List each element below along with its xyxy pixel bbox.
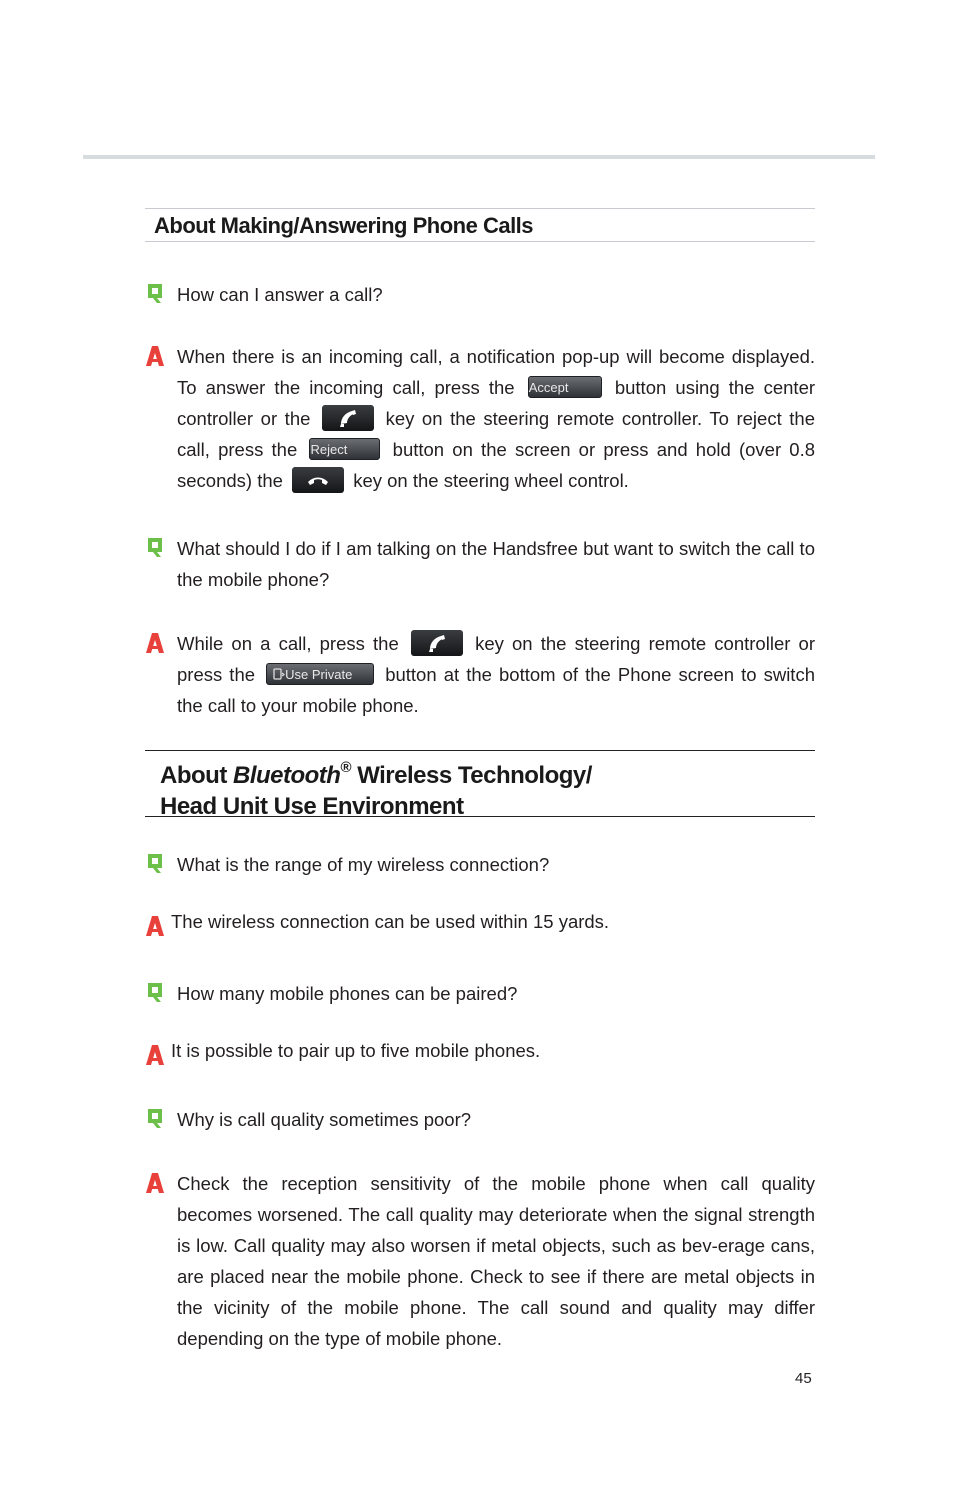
answer-text-part: While on a call, press the [177,633,399,654]
question-answer-call [145,279,815,310]
call-key-icon [411,630,463,656]
answer-text-part: key on the steering remote controller. To reject the call, press the [177,408,815,460]
answer-text [177,341,815,496]
answer-call-quality [145,1168,815,1354]
answer-text: It is possible to pair up to five mobile phones. [171,1040,541,1061]
a-mark-icon [145,914,165,938]
phone-icon [273,668,285,680]
answer-text-part: button at the bottom of the Phone screen to switch the call to your mobile phone. [177,664,815,716]
question-text: What is the range of my wireless connection? [177,854,550,875]
answer-text-part: button on the screen or press and hold (over 0.8 seconds) the [177,439,816,491]
question-switch-call [145,533,815,595]
question-text: How many mobile phones can be paired? [177,983,518,1004]
question-call-quality [145,1104,815,1135]
question-range [145,849,815,880]
a-mark-icon [145,631,165,655]
q-mark-icon [145,981,165,1005]
section-heading-bluetooth [145,750,815,820]
section-heading-phone-calls [145,208,815,242]
title-part: About [160,762,233,789]
answer-text-part: key on the steering remote controller or press the [177,633,815,685]
registered-mark: ® [340,759,352,776]
section-title-line1 [160,754,815,791]
answer-text: The wireless connection can be used within 15 yards. [171,911,610,932]
answer-text: Check the reception sensitivity of the mobile phone when call quality becomes worsened. The call quality may deteriorate when the signal strength is low. Call quality may also worsen if metal objects, such as bev-erage cans, are placed near the mobile phone. Check to see if there are metal objects in the vicinity of the mobile phone. The call sound and quality may differ depending on the type of mobile phone. [177,1173,815,1349]
question-text: How can I answer a call? [177,284,383,305]
answer-text [177,628,815,721]
answer-text-part: When there is an incoming call, a notification pop-up will become displayed. To answer the incoming call, press the [177,346,815,398]
end-call-key-icon [292,467,344,493]
call-key-icon [322,405,374,431]
answer-text-part: key on the steering wheel control. [353,470,629,491]
q-mark-icon [145,1107,165,1131]
section-title-line2: Head Unit Use Environment [160,793,464,820]
q-mark-icon [145,536,165,560]
page-number: 45 [795,1370,812,1387]
a-mark-icon [145,1171,165,1195]
use-private-label: Use Private [285,667,353,683]
q-mark-icon [145,852,165,876]
use-private-button-image [266,663,374,685]
answer-range [145,906,815,937]
answer-switch-call [145,628,815,721]
a-mark-icon [145,1043,165,1067]
top-rule [83,155,875,159]
accept-button-image: Accept [528,376,602,398]
a-mark-icon [145,344,165,368]
q-mark-icon [145,282,165,306]
reject-button-image: Reject [309,438,380,460]
answer-text-part: button using the center controller or the [177,377,816,429]
question-text: What should I do if I am talking on the Handsfree but want to switch the call to the mobile phone? [177,538,815,590]
answer-call [145,341,815,496]
title-bluetooth: Bluetooth [232,762,341,789]
title-part: Wireless Technology/ [351,762,592,789]
answer-pairing [145,1035,815,1066]
question-pairing [145,978,815,1009]
section-title: About Making/Answering Phone Calls [154,213,534,238]
question-text: Why is call quality sometimes poor? [177,1109,472,1130]
